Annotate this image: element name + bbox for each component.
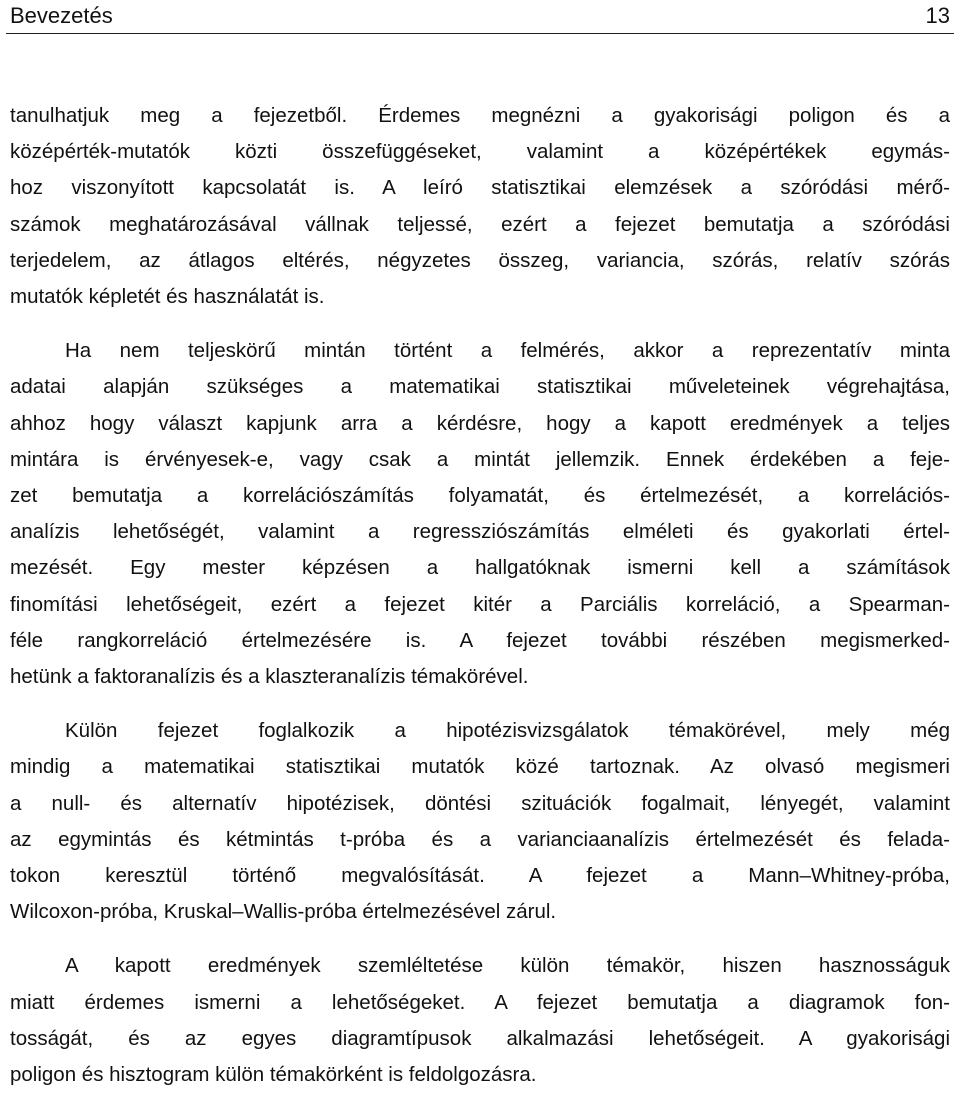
paragraph-3: [10, 713, 950, 930]
text-line: adatai alapján szükséges a matematikai statisztikai műveleteinek végrehajtása,: [10, 375, 950, 399]
text-line: analízis lehetőségét, valamint a regressziószámítás elméleti és gyakorlati értel-: [10, 520, 950, 544]
text-line: mintára is érvényesek-e, vagy csak a mintát jellemzik. Ennek érdekében a feje-: [10, 447, 950, 471]
text-line: középérték-mutatók közti összefüggéseket, valamint a középértékek egymás-: [10, 140, 950, 164]
text-line: terjedelem, az átlagos eltérés, négyzetes összeg, variancia, szórás, relatív szórás: [10, 248, 950, 272]
text-line: számok meghatározásával vállnak teljessé, ezért a fejezet bemutatja a szóródási: [10, 212, 950, 236]
text-line: tanulhatjuk meg a fejezetből. Érdemes megnézni a gyakorisági poligon és a: [10, 104, 950, 127]
text-line: tosságát, és az egyes diagramtípusok alkalmazási lehetőségeit. A gyakorisági: [10, 1026, 950, 1050]
text-line: mindig a matematikai statisztikai mutatók közé tartoznak. Az olvasó megismeri: [10, 755, 950, 779]
text-line: A kapott eredmények szemléltetése külön témakör, hiszen hasznosságuk: [65, 954, 950, 978]
text-line: ahhoz hogy választ kapjunk arra a kérdésre, hogy a kapott eredmények a teljes: [10, 411, 950, 435]
text-line: zet bemutatja a korrelációszámítás folyamatát, és értelmezését, a korrelációs-: [10, 484, 950, 508]
paragraph-2: [10, 333, 950, 695]
running-header: [6, 0, 954, 34]
text-line: Ha nem teljeskörű mintán történt a felmérés, akkor a reprezentatív minta: [65, 339, 950, 363]
text-line: Külön fejezet foglalkozik a hipotézisvizsgálatok témakörével, mely még: [65, 719, 950, 743]
text-line: miatt érdemes ismerni a lehetőségeket. A fejezet bemutatja a diagramok fon-: [10, 990, 950, 1014]
text-line: Wilcoxon-próba, Kruskal–Wallis-próba értelmezésével zárul.: [10, 900, 557, 924]
text-line: tokon keresztül történő megvalósítását. A fejezet a Mann–Whitney-próba,: [10, 864, 950, 888]
text-line: mezését. Egy mester képzésen a hallgatóknak ismerni kell a számítások: [10, 556, 950, 580]
text-line: finomítási lehetőségeit, ezért a fejezet kitér a Parciális korreláció, a Spearman-: [10, 592, 950, 616]
text-line: hoz viszonyított kapcsolatát is. A leíró statisztikai elemzések a szóródási mérő-: [10, 176, 950, 200]
text-line: mutatók képletét és használatát is.: [10, 285, 325, 309]
body-text: [10, 98, 950, 1093]
page-number: 13: [925, 3, 950, 28]
paragraph-1: [10, 98, 950, 315]
text-line: az egymintás és kétmintás t-próba és a varianciaanalízis értelmezését és felada-: [10, 827, 950, 851]
text-line: poligon és hisztogram külön témakörként is feldolgozásra.: [10, 1063, 537, 1087]
text-line: a null- és alternatív hipotézisek, döntési szituációk fogalmait, lényegét, valamint: [10, 791, 950, 815]
paragraph-4: [10, 948, 950, 1093]
chapter-title: Bevezetés: [10, 3, 113, 28]
text-line: hetünk a faktoranalízis és a klaszteranalízis témakörével.: [10, 665, 529, 689]
text-line: féle rangkorreláció értelmezésére is. A fejezet további részében megismerked-: [10, 628, 950, 652]
